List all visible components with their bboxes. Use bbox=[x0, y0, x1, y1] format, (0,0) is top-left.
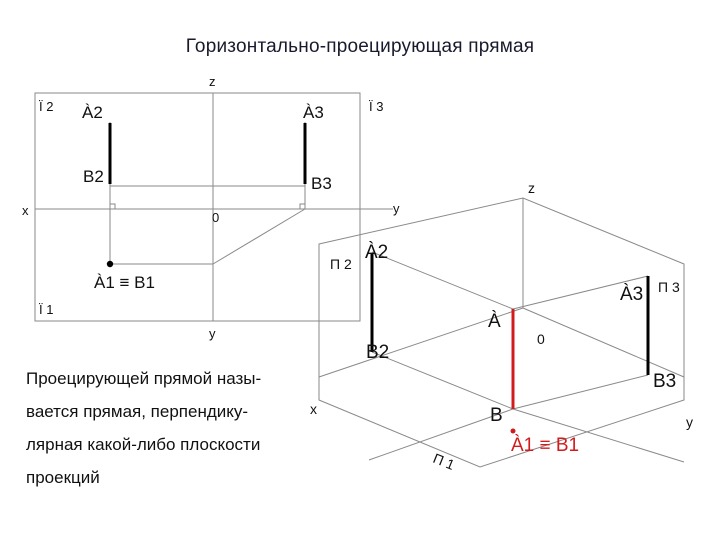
epure-label-y-right: y bbox=[393, 201, 400, 216]
iso-label-b: B bbox=[490, 405, 503, 426]
iso-outline bbox=[319, 198, 684, 467]
epure-label-plane-1: Ï 1 bbox=[39, 302, 54, 317]
iso-label-b3: B3 bbox=[653, 371, 677, 392]
iso-b2-link bbox=[372, 352, 513, 409]
epure-label-x: x bbox=[22, 203, 29, 218]
iso-label-z: z bbox=[528, 180, 535, 196]
iso-label-a3: À3 bbox=[620, 284, 644, 305]
iso-b3-link bbox=[513, 375, 648, 409]
iso-label-x: x bbox=[310, 401, 317, 417]
page-title: Горизонтально-проецирующая прямая bbox=[185, 36, 535, 57]
epure-label-origin: 0 bbox=[212, 210, 220, 225]
iso-label-origin: 0 bbox=[537, 331, 545, 347]
definition-text bbox=[26, 362, 326, 494]
definition-line: проекций bbox=[26, 468, 100, 487]
iso-label-plane-1: П 1 bbox=[430, 449, 458, 473]
epure-label-a3: À3 bbox=[303, 103, 324, 122]
epure-right-angle-mark bbox=[110, 204, 115, 209]
definition-line: вается прямая, перпендику- bbox=[26, 402, 249, 421]
epure bbox=[35, 93, 393, 321]
epure-point-a1 bbox=[107, 261, 113, 267]
iso-label-plane-2: П 2 bbox=[330, 256, 352, 272]
iso-label-a1-b1: À1 ≡ B1 bbox=[511, 435, 580, 456]
epure-label-y-bottom: y bbox=[209, 326, 216, 341]
epure-label-z: z bbox=[209, 74, 216, 89]
epure-label-a1-b1: À1 ≡ B1 bbox=[94, 273, 155, 292]
iso-axis-y bbox=[523, 308, 684, 377]
definition-line: Проецирующей прямой назы- bbox=[26, 369, 262, 388]
iso-label-a: À bbox=[488, 311, 501, 332]
epure-label-plane-2: Ï 2 bbox=[39, 99, 54, 114]
epure-label-plane-3: Ï 3 bbox=[369, 99, 384, 114]
iso-label-b2: B2 bbox=[366, 342, 390, 363]
iso-label-y: y bbox=[686, 414, 693, 430]
iso-a2-link bbox=[372, 252, 513, 309]
iso-label-plane-3: П 3 bbox=[658, 279, 680, 295]
iso-label-a2: À2 bbox=[365, 242, 389, 263]
epure-frame bbox=[35, 93, 360, 321]
definition-line: лярная какой-либо плоскости bbox=[26, 435, 261, 454]
epure-label-b3: B3 bbox=[311, 174, 332, 193]
epure-right-angle-mark-2 bbox=[300, 204, 305, 209]
epure-transfer-line bbox=[213, 209, 305, 264]
epure-label-a2: À2 bbox=[82, 103, 103, 122]
epure-label-b2: B2 bbox=[83, 167, 104, 186]
iso-point-a1 bbox=[511, 429, 516, 434]
isometric bbox=[319, 198, 684, 467]
